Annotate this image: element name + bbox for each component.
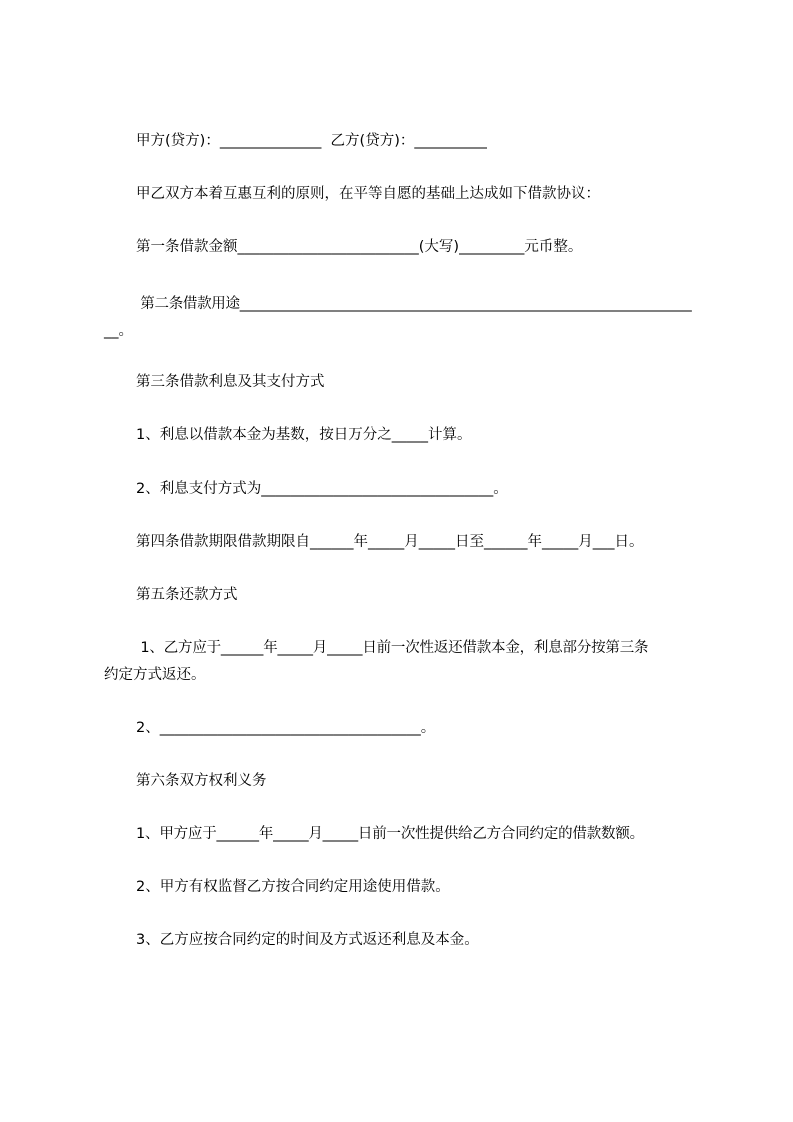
- article-6-item-2: 2、甲方有权监督乙方按合同约定用途使用借款。: [136, 879, 450, 895]
- article-3-item-2: 2、利息支付方式为________________________________。: [136, 481, 508, 497]
- article-5-item-1-line-1: 1、乙方应于______年_____月_____日前一次性返还借款本金，利息部分按第三条: [136, 640, 649, 656]
- article-2-loan-purpose-line-2: __。: [104, 323, 133, 339]
- article-2-loan-purpose-line-1: 第二条借款用途_________________________________________________________________: [136, 296, 692, 312]
- article-5-item-2: 2、____________________________________。: [136, 720, 436, 736]
- intro-paragraph: 甲乙双方本着互惠互利的原则，在平等自愿的基础上达成如下借款协议：: [136, 186, 600, 202]
- article-3-title: 第三条借款利息及其支付方式: [136, 374, 325, 390]
- parties-line: 甲方(贷方)：______________ 乙方(贷方)：__________: [136, 133, 487, 149]
- article-6-item-3: 3、乙方应按合同约定的时间及方式返还利息及本金。: [136, 932, 479, 948]
- article-6-item-1: 1、甲方应于______年_____月_____日前一次性提供给乙方合同约定的借款数额。: [136, 826, 644, 842]
- article-5-title: 第五条还款方式: [136, 587, 238, 603]
- article-1-loan-amount: 第一条借款金额_________________________(大写)_________元币整。: [136, 239, 583, 255]
- article-5-item-1-line-2: 约定方式返还。: [104, 667, 206, 683]
- article-6-title: 第六条双方权利义务: [136, 773, 267, 789]
- article-3-item-1: 1、利息以借款本金为基数，按日万分之_____计算。: [136, 427, 472, 443]
- article-4-loan-term: 第四条借款期限借款期限自______年_____月_____日至______年_____月___日。: [136, 534, 644, 550]
